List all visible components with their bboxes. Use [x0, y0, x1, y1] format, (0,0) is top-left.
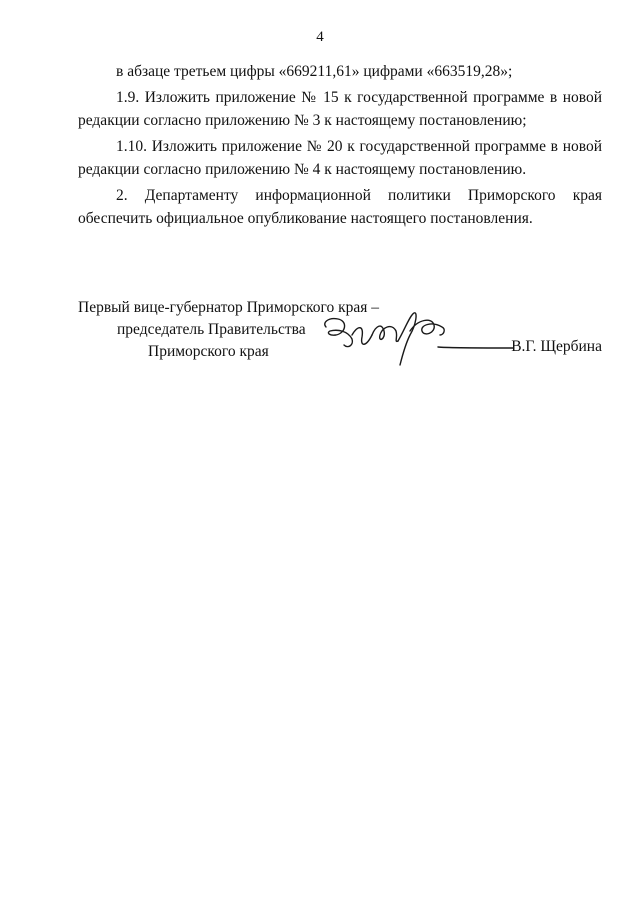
- signature-block: [78, 297, 602, 377]
- paragraph-2-line2: обеспечить официальное опубликование настоящего постановления.: [78, 210, 533, 227]
- signatory-name: В.Г. Щербина: [511, 338, 602, 355]
- page-number: 4: [316, 29, 324, 45]
- signatory-title-line-3: Приморского края: [148, 343, 269, 360]
- paragraph-2-line1: 2. Департаменту информационной политики Приморского края: [116, 187, 602, 204]
- document-body: [78, 60, 602, 233]
- paragraph-1-10: 1.10. Изложить приложение № 20 к государственной программе в новой редакции согласно приложению № 4 к настоящему постановлению.: [78, 138, 602, 178]
- paragraph-1-9: 1.9. Изложить приложение № 15 к государственной программе в новой редакции согласно приложению № 3 к настоящему постановлению;: [78, 89, 602, 129]
- handwritten-signature: [318, 311, 514, 367]
- signatory-title-line-1: Первый вице-губернатор Приморского края –: [78, 299, 380, 316]
- paragraph-amount-change: в абзаце третьем цифры «669211,61» цифрами «663519,28»;: [116, 63, 513, 80]
- signatory-title-line-2: председатель Правительства: [117, 321, 306, 338]
